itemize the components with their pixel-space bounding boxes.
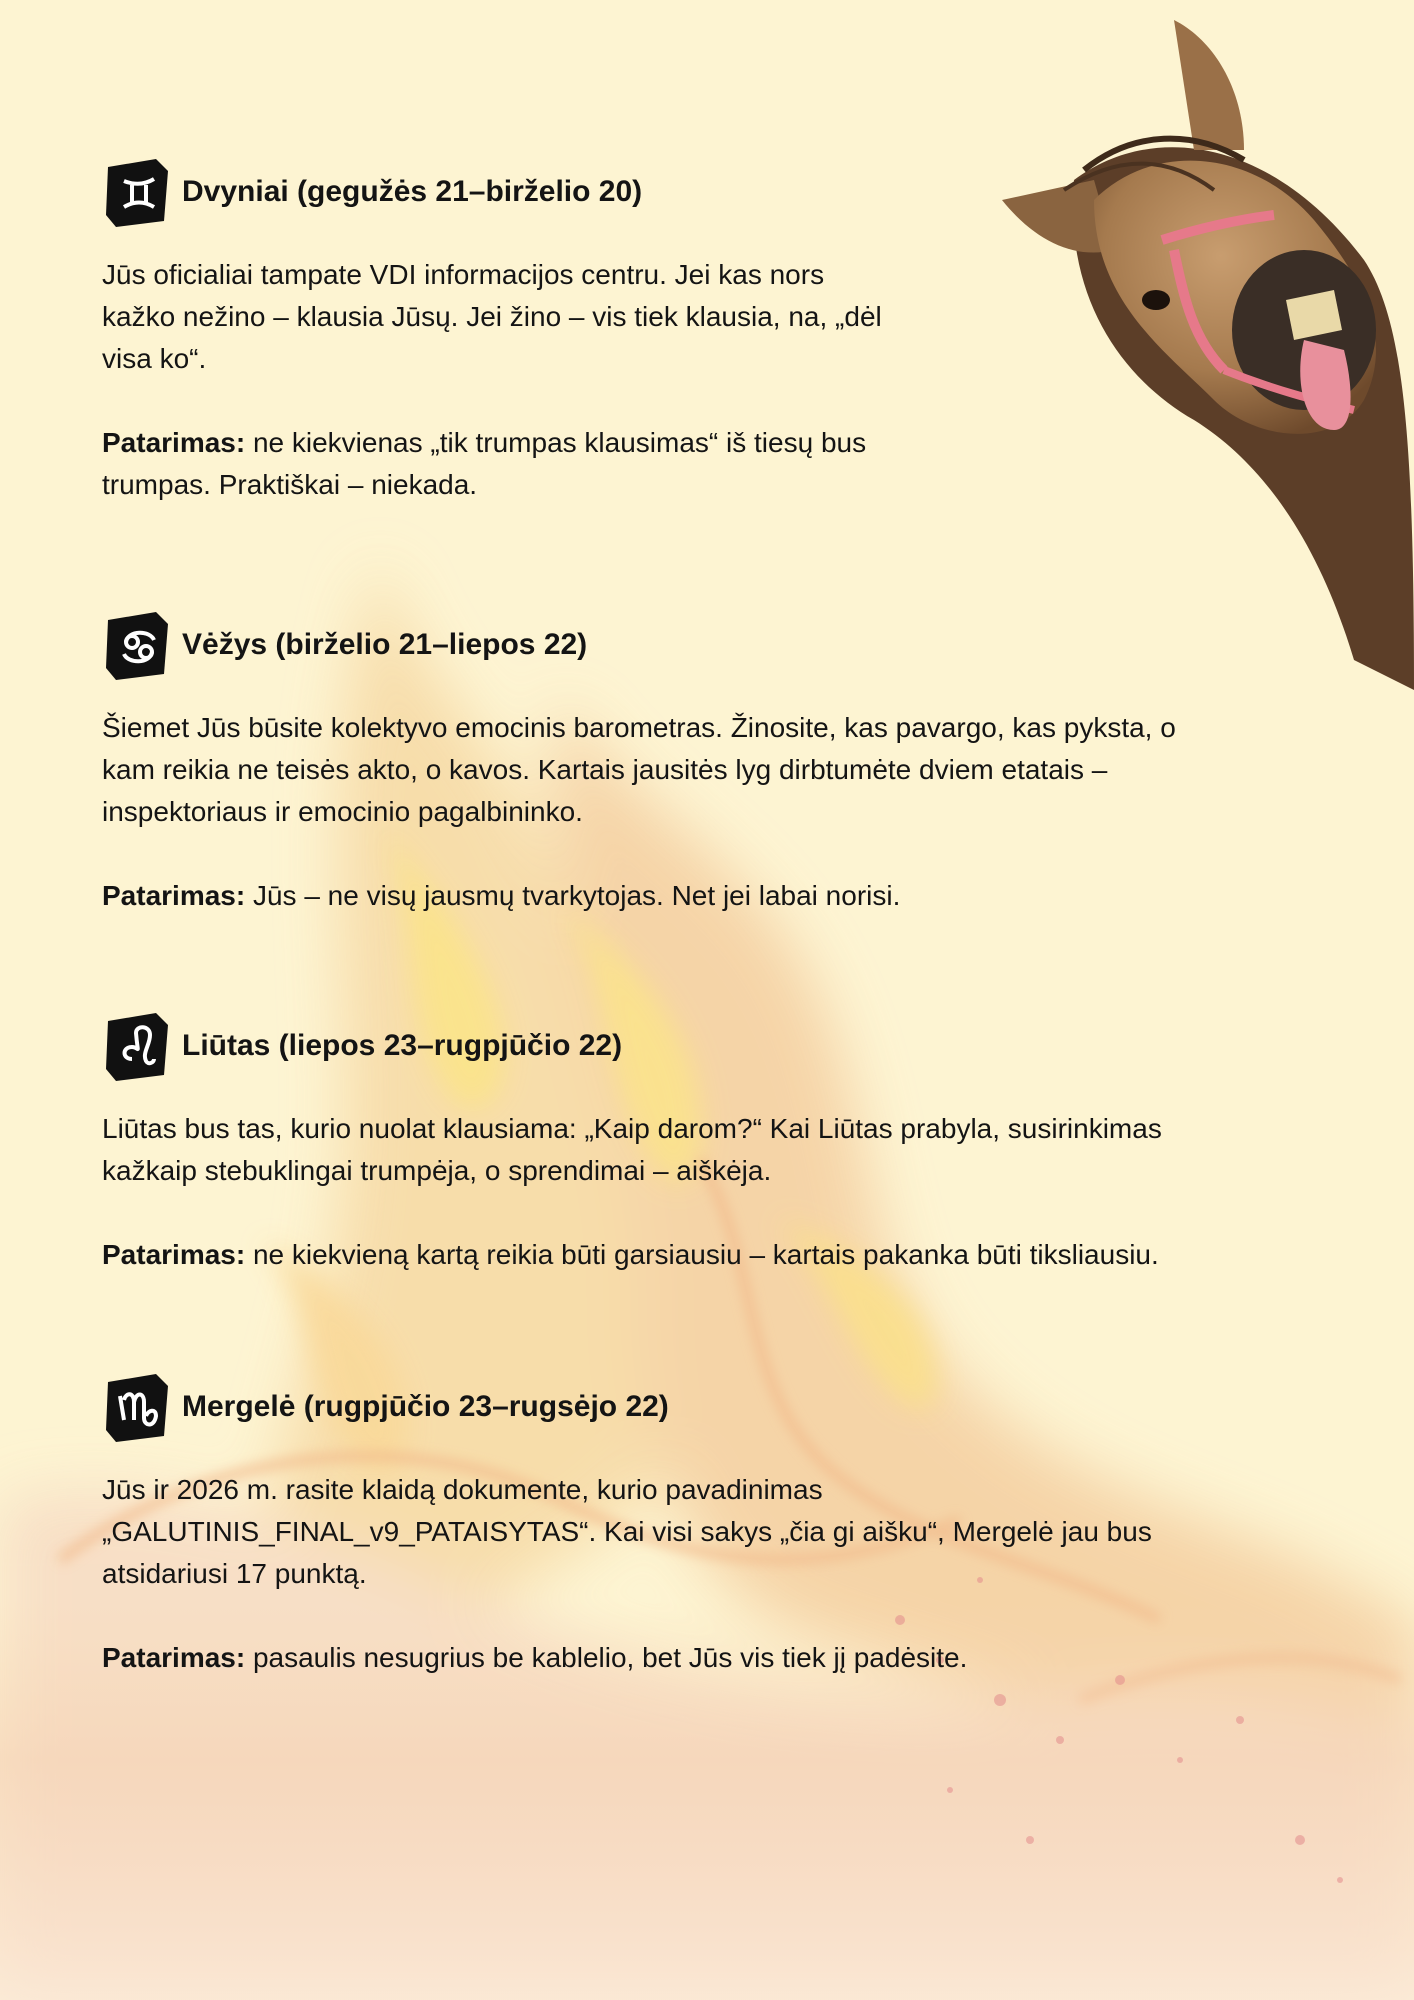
gemini-icon — [102, 157, 170, 227]
tip-label: Patarimas: — [102, 1642, 246, 1673]
section-heading — [102, 152, 982, 232]
tip-label: Patarimas: — [102, 427, 246, 458]
section-body: Šiemet Jūs būsite kolektyvo emocinis barometras. Žinosite, kas pavargo, kas pyksta, o kam reikia ne teisės akto, o kavos. Kartais jausitės lyg dirbtumėte dviem etatais – inspektoriaus ir emocinio pagalbininko. — [102, 712, 1176, 827]
section-body: Jūs ir 2026 m. rasite klaidą dokumente, kurio pavadinimas „GALUTINIS_FINAL_v9_PATAISYTAS“. Kai visi sakys „čia gi aišku“, Mergelė jau bus atsidariusi 17 punktą. — [102, 1474, 1152, 1589]
tip-label: Patarimas: — [102, 1239, 246, 1270]
section-body: Jūs oficialiai tampate VDI informacijos centru. Jei kas nors kažko nežino – klausia Jūsų. Jei žino – vis tiek klausia, na, „dėl visa ko“. — [102, 259, 882, 374]
cancer-icon — [102, 610, 170, 680]
section-tip: Patarimas: ne kiekvieną kartą reikia būti garsiausiu – kartais pakanka būti tiksliausiu. — [102, 1239, 1159, 1270]
section-tip: Patarimas: ne kiekvienas „tik trumpas klausimas“ iš tiesų bus trumpas. Praktiškai – niekada. — [102, 427, 867, 500]
section-title: Liūtas (liepos 23–rugpjūčio 22) — [182, 1029, 623, 1062]
section-heading — [102, 1006, 1302, 1086]
leo-icon — [102, 1011, 170, 1081]
section-title: Dvyniai (gegužės 21–birželio 20) — [182, 175, 643, 208]
section-title: Vėžys (birželio 21–liepos 22) — [182, 628, 588, 661]
section-tip: Patarimas: Jūs – ne visų jausmų tvarkytojas. Net jei labai norisi. — [102, 880, 901, 911]
section-heading — [102, 1367, 1302, 1447]
tip-label: Patarimas: — [102, 880, 246, 911]
section-body: Liūtas bus tas, kurio nuolat klausiama: „Kaip darom?“ Kai Liūtas prabyla, susirinkimas kažkaip stebuklingai trumpėja, o sprendimai – aiškėja. — [102, 1113, 1162, 1186]
section-tip: Patarimas: pasaulis nesugrius be kablelio, bet Jūs vis tiek jį padėsite. — [102, 1642, 968, 1673]
section-title: Mergelė (rugpjūčio 23–rugsėjo 22) — [182, 1390, 669, 1423]
section-heading — [102, 605, 1302, 685]
horoscope-section-gemini — [102, 152, 982, 506]
horoscope-section-leo — [102, 1006, 1302, 1276]
horoscope-section-cancer — [102, 605, 1302, 917]
horoscope-section-virgo — [102, 1367, 1302, 1679]
virgo-icon — [102, 1372, 170, 1442]
